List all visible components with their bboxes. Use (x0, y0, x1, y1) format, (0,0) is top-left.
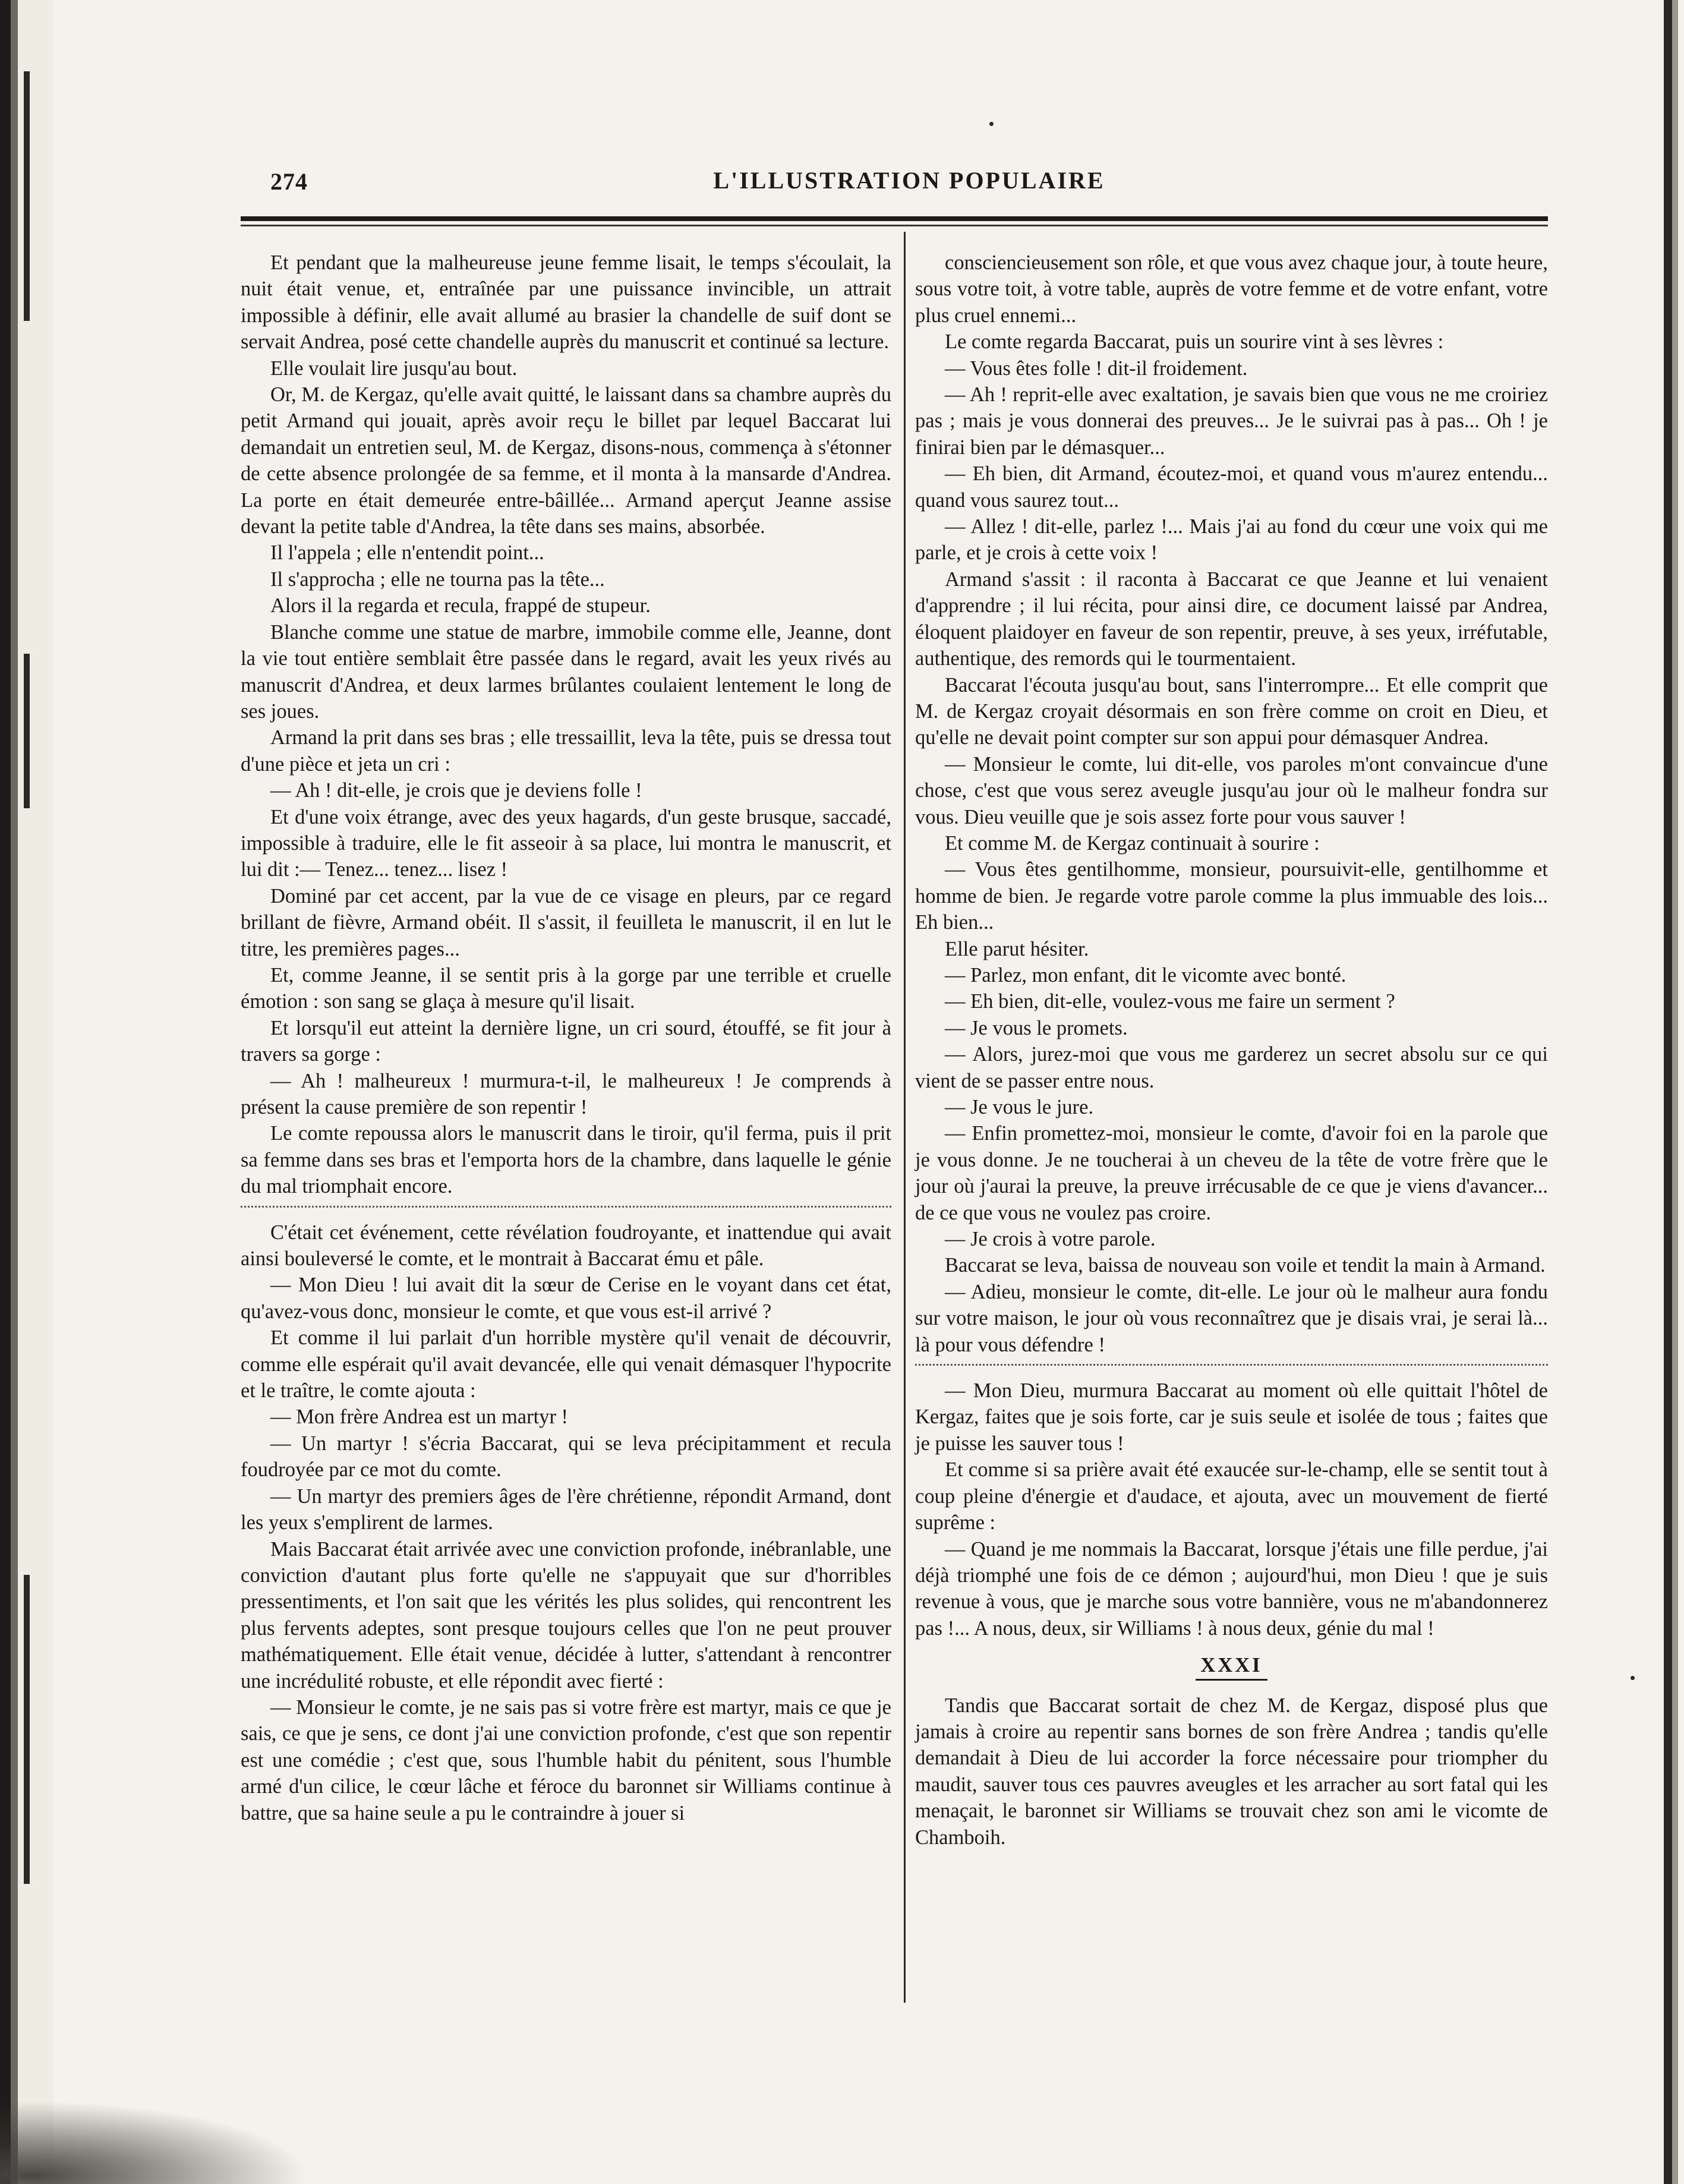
paragraph: Et d'une voix étrange, avec des yeux hagards, d'un geste brusque, saccadé, impossible à traduire, elle le fit asseoir à sa place, lui montra le manuscrit, et lui dit :— Tenez... tenez... lisez ! (241, 805, 891, 881)
paragraph: Armand s'assit : il raconta à Baccarat ce que Jeanne et lui venaient d'apprendre ; il lui récita, pour ainsi dire, ce document laissé par Andrea, éloquent plaidoyer en faveur de son repentir, preuve, à ses yeux, irréfutable, authentique, des remords qui le tourmentaient. (915, 568, 1548, 670)
paragraph: — Eh bien, dit-elle, voulez-vous me faire un serment ? (945, 990, 1395, 1013)
paragraph: Et lorsqu'il eut atteint la dernière ligne, un cri sourd, étouffé, se fit jour à travers sa gorge : (241, 1016, 891, 1066)
left-text-column (241, 250, 891, 1826)
paragraph: Mais Baccarat était arrivée avec une conviction profonde, inébranlable, une conviction d'autant plus forte qu'elle ne s'appuyait que sur d'horribles pressentiments, et l'on sait que les vérités les plus solides, qui rencontrent les plus fervents adeptes, sont presque toujours celles que l'on ne peut prouver mathématiquement. Elle était venue, décidée à lutter, s'attendant à rencontrer une incrédulité robuste, et elle répondit avec fierté : (241, 1537, 891, 1693)
paragraph: Le comte regarda Baccarat, puis un sourire vint à ses lèvres : (945, 330, 1444, 354)
paragraph: Elle voulait lire jusqu'au bout. (270, 357, 518, 380)
paragraph: — Monsieur le comte, lui dit-elle, vos paroles m'ont convaincue d'une chose, c'est que vous serez aveugle jusqu'au jour où le malheur fondra sur vous. Dieu veuille que je sois assez forte pour vous sauver ! (915, 752, 1548, 828)
paragraph: — Je vous le promets. (945, 1016, 1128, 1039)
paragraph: Le comte repoussa alors le manuscrit dans le tiroir, qu'il ferma, puis il prit sa femme dans ses bras et l'emporta hors de la chambre, dans laquelle le génie du mal triomphait encore. (241, 1122, 891, 1198)
paragraph: Il s'approcha ; elle ne tourna pas la tête... (270, 568, 605, 591)
paragraph: — Je vous le jure. (945, 1096, 1094, 1118)
right-text-column (915, 250, 1548, 1851)
paragraph: Et, comme Jeanne, il se sentit pris à la gorge par une terrible et cruelle émotion : son sang se glaça à mesure qu'il lisait. (241, 963, 891, 1013)
paragraph: Or, M. de Kergaz, qu'elle avait quitté, le laissant dans sa chambre auprès du petit Armand qui jouait, après avoir reçu le billet par lequel Baccarat lui demandait un entretien seul, M. de Kergaz, disons-nous, commença à s'étonner de cette absence prolongée de sa femme, et il monta à la mansarde d'Andrea. La porte en était demeurée entre-bâillée... Armand aperçut Jeanne assise devant la petite table d'Andrea, la tête dans ses mains, absorbée. (241, 383, 891, 538)
paragraph: — Vous êtes folle ! dit-il froidement. (945, 357, 1248, 380)
chapter-heading (915, 1652, 1548, 1680)
paragraph: Et pendant que la malheureuse jeune femme lisait, le temps s'écoulait, la nuit était venue, et, entraînée par une puissance invincible, un attrait impossible à définir, elle avait allumé au brasier la chandelle de suif dont se servait Andrea, posé cette chandelle auprès du manuscrit et continué sa lecture. (241, 251, 891, 354)
paragraph: Et comme M. de Kergaz continuait à sourire : (945, 831, 1320, 855)
paragraph: — Je crois à votre parole. (945, 1228, 1156, 1251)
paragraph: — Allez ! dit-elle, parlez !... Mais j'ai au fond du cœur une voix qui me parle, et je crois à cette voix ! (915, 515, 1548, 565)
paragraph: — Mon Dieu ! lui avait dit la sœur de Cerise en le voyant dans cet état, qu'avez-vous donc, monsieur le comte, et que vous est-il arrivé ? (241, 1274, 891, 1323)
running-title: L'ILLUSTRATION POPULAIRE (713, 167, 1105, 194)
scanned-page-edge-left (0, 0, 53, 2184)
paragraph: — Monsieur le comte, je ne sais pas si votre frère est martyr, mais ce que je sais, ce que je sens, ce dont j'ai une conviction profonde, c'est que son repentir est une comédie ; c'est que, sous l'humble habit du pénitent, sous l'humble armé d'un cilice, le cœur lâche et féroce du baronnet sir Williams continue à battre, que sa haine seule a pu le contraindre à jouer si (241, 1695, 891, 1824)
paragraph: — Vous êtes gentilhomme, monsieur, poursuivit-elle, gentilhomme et homme de bien. Je regarde votre parole comme la plus immuable des lois... Eh bien... (915, 858, 1548, 934)
paragraph: — Ah ! dit-elle, je crois que je deviens folle ! (270, 779, 642, 802)
paragraph: — Alors, jurez-moi que vous me garderez un secret absolu sur ce qui vient de se passer entre nous. (915, 1043, 1548, 1092)
paragraph: — Eh bien, dit Armand, écoutez-moi, et quand vous m'aurez entendu... quand vous saurez tout... (915, 462, 1548, 512)
paragraph: Tandis que Baccarat sortait de chez M. de Kergaz, disposé plus que jamais à croire au repentir sans bornes de son frère Andrea ; tandis qu'elle demandait à Dieu de lui accorder la force nécessaire pour triompher du maudit, sauver tous ces pauvres aveugles et les arracher au sort fatal qui les menaçait, le baronnet sir Williams se trouvait chez son ami le vicomte de Chamboih. (915, 1694, 1548, 1849)
paragraph: Armand la prit dans ses bras ; elle tressaillit, leva la tête, puis se dressa tout d'une pièce et jeta un cri : (241, 726, 891, 776)
paragraph: — Quand je me nommais la Baccarat, lorsque j'étais une fille perdue, j'ai déjà triomphé une fois de ce démon ; aujourd'hui, mon Dieu ! que je suis revenue à vous, que je marche sous votre bannière, vous ne m'abandonnerez pas !... A nous, deux, sir Williams ! à nous deux, génie du mal ! (915, 1537, 1548, 1640)
scan-speck (989, 122, 994, 126)
paragraph: Dominé par cet accent, par la vue de ce visage en pleurs, par ce regard brillant de fièvre, Armand obéit. Il s'assit, il feuilleta le manuscrit, il en lut le titre, les premières pages... (241, 884, 891, 960)
scan-artifact (24, 71, 30, 321)
paragraph: — Parlez, mon enfant, dit le vicomte avec bonté. (945, 963, 1346, 987)
scan-smudge (0, 2101, 309, 2184)
scan-speck (1631, 1676, 1635, 1680)
paragraph: Elle parut hésiter. (945, 937, 1089, 960)
section-separator (915, 1364, 1548, 1367)
scan-artifact (24, 654, 30, 808)
paragraph: Baccarat l'écouta jusqu'au bout, sans l'interrompre... Et elle comprit que M. de Kergaz croyait désormais en son frère comme on croit en Dieu, et qu'elle ne devait point compter sur son appui pour démasquer Andrea. (915, 673, 1548, 749)
column-divider (904, 232, 906, 2003)
paragraph: — Ah ! malheureux ! murmura-t-il, le malheureux ! Je comprends à présent la cause première de son repentir ! (241, 1069, 891, 1118)
paragraph: — Mon Dieu, murmura Baccarat au moment où elle quittait l'hôtel de Kergaz, faites que je sois forte, car je suis seule et isolée de tous ; faites que je puisse les sauver tous ! (915, 1379, 1548, 1455)
paragraph: Blanche comme une statue de marbre, immobile comme elle, Jeanne, dont la vie tout entière semblait être passée dans le regard, avait les yeux rivés au manuscrit d'Andrea, et deux larmes brûlantes coulaient lentement le long de ses joues. (241, 620, 891, 723)
scanned-page-edge-right (1657, 0, 1684, 2184)
paragraph: Baccarat se leva, baissa de nouveau son voile et tendit la main à Armand. (945, 1254, 1546, 1277)
paragraph: — Adieu, monsieur le comte, dit-elle. Le jour où le malheur aura fondu sur votre maison, le jour où vous reconnaîtrez que je disais vrai, je serai là... là pour vous défendre ! (915, 1280, 1548, 1356)
page-header (270, 164, 1548, 200)
paragraph: C'était cet événement, cette révélation foudroyante, et inattendue qui avait ainsi bouleversé le comte, et le montrait à Baccarat ému et pâle. (241, 1221, 891, 1271)
paragraph: consciencieusement son rôle, et que vous avez chaque jour, à toute heure, sous votre toit, à votre table, auprès de votre femme et de votre enfant, votre plus cruel ennemi... (915, 251, 1548, 327)
paragraph: — Ah ! reprit-elle avec exaltation, je savais bien que vous ne me croiriez pas ; mais je vous donnerai des preuves... Je le suivrai pas à pas... Oh ! je finirai bien par le démasquer... (915, 383, 1548, 459)
section-separator (241, 1206, 891, 1209)
header-rule (241, 216, 1548, 221)
paragraph: Et comme si sa prière avait été exaucée sur-le-champ, elle se sentit tout à coup pleine d'énergie et d'audace, et ajouta, avec un mouvement de fierté suprême : (915, 1458, 1548, 1534)
paragraph: — Un martyr ! s'écria Baccarat, qui se leva précipitamment et recula foudroyée par ce mot du comte. (241, 1432, 891, 1482)
paragraph: Alors il la regarda et recula, frappé de stupeur. (270, 594, 651, 617)
paragraph: — Mon frère Andrea est un martyr ! (270, 1405, 569, 1429)
paragraph: — Un martyr des premiers âges de l'ère chrétienne, répondit Armand, dont les yeux s'emplirent de larmes. (241, 1485, 891, 1534)
header-rule-thin (241, 225, 1548, 226)
paragraph: Il l'appela ; elle n'entendit point... (270, 541, 544, 565)
page-number: 274 (270, 168, 308, 195)
paragraph: — Enfin promettez-moi, monsieur le comte, d'avoir foi en la parole que je vous donne. Je ne toucherai à un cheveu de la tête de votre frère que le jour où j'aurai la preuve, la preuve irrécusable de ce que je viens d'avancer... de ce que vous ne voulez pas croire. (915, 1122, 1548, 1224)
chapter-number: XXXI (1196, 1652, 1267, 1680)
scan-artifact (24, 1575, 30, 1884)
paragraph: Et comme il lui parlait d'un horrible mystère qu'il venait de découvrir, comme elle espérait qu'il avait devancée, elle qui venait démasquer l'hypocrite et le traître, le comte ajouta : (241, 1326, 891, 1403)
